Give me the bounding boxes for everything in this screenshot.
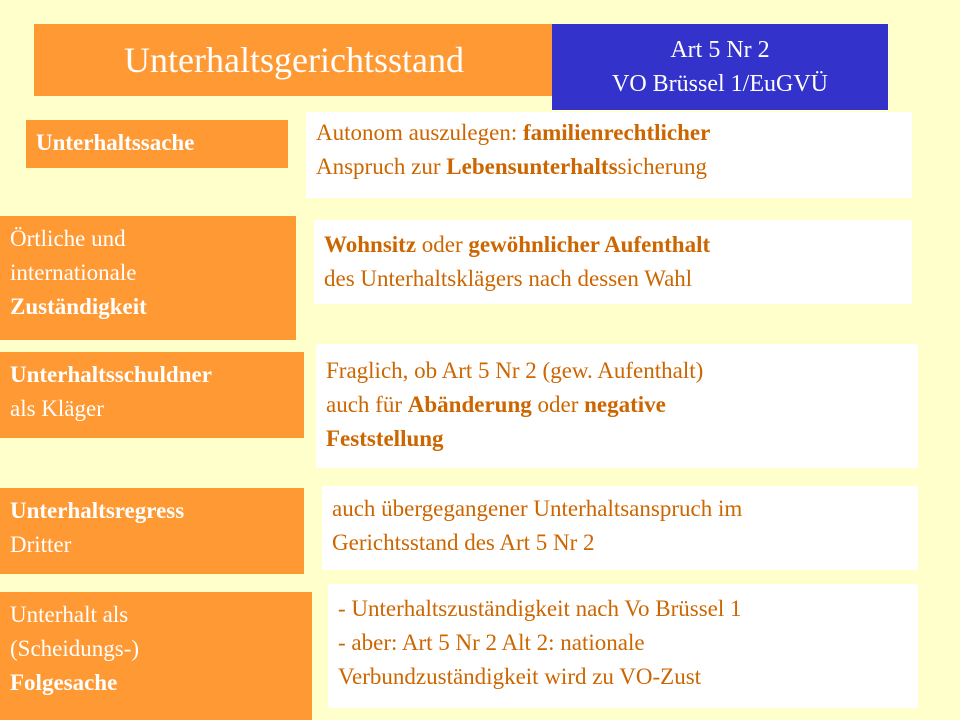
content-line: Verbundzuständigkeit wird zu VO-Zust xyxy=(338,664,702,689)
label-unterhaltssache xyxy=(26,120,288,168)
content-text: sicherung xyxy=(617,154,707,179)
content-text: oder xyxy=(416,232,469,257)
legal-reference-box xyxy=(552,24,888,110)
content-emphasis: negative xyxy=(584,392,666,417)
content-unterhaltssache xyxy=(306,112,912,198)
label-zustaendigkeit xyxy=(0,216,296,340)
label-text: Dritter xyxy=(10,532,72,557)
content-line: Gerichtsstand des Art 5 Nr 2 xyxy=(332,530,595,555)
content-emphasis: Lebensunterhalts xyxy=(446,154,618,179)
content-emphasis: Abänderung xyxy=(407,392,532,417)
content-line xyxy=(324,228,902,262)
content-text: Anspruch zur xyxy=(316,154,447,179)
label-text: Unterhaltssache xyxy=(36,130,195,155)
label-unterhaltsregress xyxy=(0,488,304,574)
label-text: als Kläger xyxy=(10,396,104,421)
content-line xyxy=(326,388,908,422)
label-unterhaltsschuldner xyxy=(0,352,304,438)
label-text: internationale xyxy=(10,260,137,285)
label-text: Unterhaltsschuldner xyxy=(10,362,212,387)
content-emphasis: gewöhnlicher Aufenthalt xyxy=(468,232,711,257)
label-text: Unterhalt als xyxy=(10,602,129,627)
content-text: oder xyxy=(531,392,585,417)
content-folgesache xyxy=(328,584,918,708)
content-line: - aber: Art 5 Nr 2 Alt 2: nationale xyxy=(338,630,645,655)
reference-line-1: Art 5 Nr 2 xyxy=(670,37,770,63)
slide-title: Unterhaltsgerichtsstand xyxy=(34,24,554,96)
content-emphasis: Feststellung xyxy=(326,426,444,451)
label-text: (Scheidungs-) xyxy=(10,636,140,661)
label-text: Zuständigkeit xyxy=(10,294,147,319)
content-line: Fraglich, ob Art 5 Nr 2 (gew. Aufenthalt) xyxy=(326,358,704,383)
content-zustaendigkeit xyxy=(314,220,912,304)
content-line: - Unterhaltszuständigkeit nach Vo Brüssel 1 xyxy=(338,596,742,621)
content-line: des Unterhaltsklägers nach dessen Wahl xyxy=(324,266,693,291)
content-unterhaltsregress xyxy=(322,486,918,570)
content-line xyxy=(316,116,902,150)
content-text: Autonom auszulegen: xyxy=(316,120,523,145)
content-emphasis: Wohnsitz xyxy=(324,232,417,257)
label-folgesache xyxy=(0,592,312,720)
reference-line-2: VO Brüssel 1/EuGVÜ xyxy=(612,71,828,97)
label-text: Folgesache xyxy=(10,670,118,695)
label-text: Örtliche und xyxy=(10,226,126,251)
content-emphasis: familienrechtlicher xyxy=(522,120,711,145)
content-line: auch übergegangener Unterhaltsanspruch im xyxy=(332,496,743,521)
content-unterhaltsschuldner xyxy=(316,344,918,468)
content-line xyxy=(316,150,902,184)
content-text: auch für xyxy=(326,392,408,417)
label-text: Unterhaltsregress xyxy=(10,498,185,523)
